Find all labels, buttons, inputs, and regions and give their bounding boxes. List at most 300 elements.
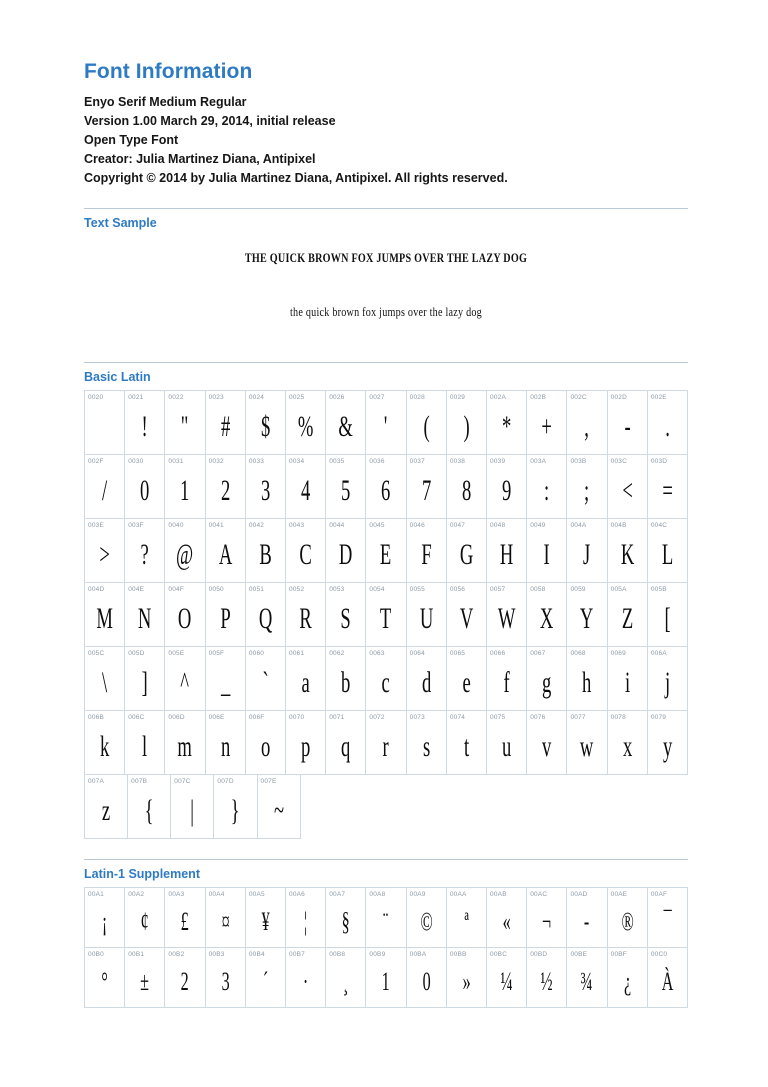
glyph-character: § bbox=[341, 906, 350, 936]
glyph-codepoint: 0027 bbox=[369, 394, 385, 401]
glyph-cell[interactable] bbox=[567, 647, 607, 711]
glyph-codepoint: 00C0 bbox=[650, 951, 668, 958]
glyph-codepoint: 00B3 bbox=[208, 951, 225, 958]
glyph-codepoint: 0068 bbox=[570, 650, 586, 657]
glyph-cell[interactable] bbox=[407, 948, 447, 1008]
glyph-cell[interactable] bbox=[165, 519, 205, 583]
glyph-cell[interactable] bbox=[567, 455, 607, 519]
glyph-row bbox=[85, 391, 688, 455]
font-copyright: Copyright © 2014 by Julia Martinez Diana, Antipixel. All rights reserved. bbox=[84, 171, 508, 185]
glyph-character: S bbox=[340, 601, 351, 635]
glyph-character: U bbox=[419, 601, 433, 635]
glyph-cell[interactable] bbox=[125, 519, 165, 583]
glyph-character: ° bbox=[101, 966, 108, 996]
glyph-cell[interactable] bbox=[125, 455, 165, 519]
glyph-cell[interactable] bbox=[527, 647, 567, 711]
glyph-cell[interactable] bbox=[286, 888, 326, 948]
glyph-cell[interactable] bbox=[487, 711, 527, 775]
glyph-cell[interactable] bbox=[648, 455, 688, 519]
section-text-sample bbox=[84, 208, 688, 342]
glyph-character: 1 bbox=[381, 966, 391, 996]
glyph-character: A bbox=[218, 537, 232, 571]
glyph-codepoint: 0065 bbox=[449, 650, 466, 657]
glyph-cell[interactable] bbox=[648, 711, 688, 775]
glyph-cell[interactable] bbox=[85, 391, 125, 455]
glyph-cell[interactable] bbox=[286, 948, 326, 1008]
glyph-character: k bbox=[99, 729, 110, 763]
glyph-character: c bbox=[381, 665, 391, 699]
glyph-character: J bbox=[583, 537, 591, 571]
glyph-cell[interactable] bbox=[648, 391, 688, 455]
glyph-character: N bbox=[138, 601, 152, 635]
glyph-cell[interactable] bbox=[246, 948, 286, 1008]
glyph-cell[interactable] bbox=[326, 948, 366, 1008]
glyph-cell[interactable] bbox=[326, 711, 366, 775]
glyph-cell[interactable] bbox=[608, 647, 648, 711]
glyph-character: M bbox=[96, 601, 113, 635]
glyph-cell[interactable] bbox=[286, 519, 326, 583]
glyph-cell[interactable] bbox=[85, 647, 125, 711]
glyph-character: - bbox=[584, 906, 590, 936]
glyph-cell[interactable] bbox=[366, 948, 406, 1008]
section-heading-basic-latin: Basic Latin bbox=[84, 362, 688, 384]
glyph-cell[interactable] bbox=[258, 775, 301, 839]
glyph-cell[interactable] bbox=[246, 519, 286, 583]
glyph-character: ¾ bbox=[580, 966, 594, 996]
glyph-codepoint: 0029 bbox=[449, 394, 466, 401]
glyph-cell[interactable] bbox=[165, 583, 205, 647]
glyph-codepoint: 005D bbox=[128, 650, 145, 657]
glyph-cell[interactable] bbox=[286, 711, 326, 775]
glyph-cell[interactable] bbox=[487, 455, 527, 519]
glyph-codepoint: 0047 bbox=[449, 522, 466, 529]
glyph-character: * bbox=[501, 409, 512, 443]
glyph-codepoint: 0037 bbox=[409, 458, 425, 465]
glyph-character: ¿ bbox=[623, 966, 631, 996]
glyph-codepoint: 00B0 bbox=[88, 951, 104, 958]
glyph-codepoint: 0039 bbox=[490, 458, 506, 465]
glyph-codepoint: 00AF bbox=[650, 891, 668, 898]
glyph-character: © bbox=[420, 906, 433, 936]
glyph-row bbox=[85, 948, 688, 1008]
glyph-cell[interactable] bbox=[366, 455, 406, 519]
glyph-cell[interactable] bbox=[648, 948, 688, 1008]
glyph-character: C bbox=[299, 537, 312, 571]
glyph-cell[interactable] bbox=[487, 391, 527, 455]
glyph-codepoint: 007C bbox=[174, 778, 191, 785]
glyph-cell[interactable] bbox=[366, 519, 406, 583]
glyph-cell[interactable] bbox=[527, 583, 567, 647]
glyph-codepoint: 0053 bbox=[329, 586, 345, 593]
glyph-cell[interactable] bbox=[214, 775, 257, 839]
glyph-character: g bbox=[542, 665, 552, 699]
glyph-cell[interactable] bbox=[125, 888, 165, 948]
glyph-character: « bbox=[502, 906, 511, 936]
glyph-cell[interactable] bbox=[125, 647, 165, 711]
glyph-character: ¨ bbox=[383, 906, 389, 936]
glyph-character: ¤ bbox=[221, 906, 230, 936]
glyph-cell[interactable] bbox=[527, 888, 567, 948]
glyph-codepoint: 00BB bbox=[449, 951, 467, 958]
glyph-codepoint: 00AA bbox=[449, 891, 467, 898]
glyph-codepoint: 0026 bbox=[329, 394, 345, 401]
glyph-codepoint: 005F bbox=[208, 650, 225, 657]
glyph-row bbox=[85, 519, 688, 583]
glyph-character: % bbox=[297, 409, 314, 443]
glyph-character: 3 bbox=[221, 966, 230, 996]
glyph-codepoint: 003C bbox=[610, 458, 627, 465]
glyph-cell[interactable] bbox=[447, 519, 487, 583]
glyph-character: ª bbox=[464, 906, 469, 936]
glyph-codepoint: 0032 bbox=[208, 458, 224, 465]
glyph-codepoint: 0028 bbox=[409, 394, 425, 401]
glyph-character: } bbox=[230, 793, 240, 827]
glyph-character: I bbox=[543, 537, 550, 571]
glyph-cell[interactable] bbox=[85, 888, 125, 948]
glyph-character: f bbox=[503, 665, 510, 699]
glyph-cell[interactable] bbox=[527, 711, 567, 775]
glyph-codepoint: 0048 bbox=[490, 522, 506, 529]
glyph-cell[interactable] bbox=[85, 711, 125, 775]
glyph-codepoint: 005B bbox=[650, 586, 667, 593]
glyph-codepoint: 007A bbox=[88, 778, 104, 785]
glyph-cell[interactable] bbox=[487, 647, 527, 711]
glyph-character: ^ bbox=[180, 665, 190, 699]
glyph-codepoint: 003A bbox=[530, 458, 547, 465]
glyph-cell[interactable] bbox=[85, 775, 128, 839]
glyph-codepoint: 0056 bbox=[449, 586, 466, 593]
glyph-character: ] bbox=[141, 665, 148, 699]
glyph-codepoint: 003F bbox=[128, 522, 144, 529]
glyph-codepoint: 0076 bbox=[530, 714, 546, 721]
glyph-cell[interactable] bbox=[407, 455, 447, 519]
glyph-character: ; bbox=[584, 473, 590, 507]
glyph-cell[interactable] bbox=[326, 455, 366, 519]
glyph-codepoint: 0045 bbox=[369, 522, 385, 529]
glyph-cell[interactable] bbox=[125, 391, 165, 455]
glyph-character: $ bbox=[260, 409, 271, 443]
glyph-codepoint: 0038 bbox=[449, 458, 466, 465]
glyph-character: n bbox=[220, 729, 230, 763]
glyph-cell[interactable] bbox=[567, 711, 607, 775]
glyph-row bbox=[85, 711, 688, 775]
glyph-row bbox=[85, 647, 688, 711]
glyph-cell[interactable] bbox=[366, 583, 406, 647]
glyph-codepoint: 0059 bbox=[570, 586, 586, 593]
glyph-cell[interactable] bbox=[246, 583, 286, 647]
glyph-character: d bbox=[421, 665, 431, 699]
glyph-cell[interactable] bbox=[286, 583, 326, 647]
glyph-row bbox=[85, 455, 688, 519]
glyph-cell[interactable] bbox=[326, 888, 366, 948]
glyph-cell[interactable] bbox=[366, 647, 406, 711]
glyph-character: y bbox=[662, 729, 673, 763]
glyph-cell[interactable] bbox=[527, 455, 567, 519]
glyph-codepoint: 004C bbox=[650, 522, 668, 529]
glyph-character: ¼ bbox=[500, 966, 513, 996]
glyph-cell[interactable] bbox=[447, 455, 487, 519]
glyph-character: ' bbox=[384, 409, 388, 443]
glyph-cell[interactable] bbox=[85, 455, 125, 519]
glyph-cell[interactable] bbox=[206, 888, 246, 948]
glyph-cell[interactable] bbox=[567, 888, 607, 948]
glyph-codepoint: 004E bbox=[128, 586, 145, 593]
glyph-cell[interactable] bbox=[326, 391, 366, 455]
glyph-cell[interactable] bbox=[326, 583, 366, 647]
glyph-row bbox=[85, 888, 688, 948]
glyph-codepoint: 00A9 bbox=[409, 891, 426, 898]
glyph-character: 7 bbox=[421, 473, 431, 507]
glyph-codepoint: 0040 bbox=[168, 522, 184, 529]
glyph-cell[interactable] bbox=[648, 583, 688, 647]
glyph-cell[interactable] bbox=[447, 948, 487, 1008]
glyph-character: j bbox=[664, 665, 671, 699]
glyph-codepoint: 0025 bbox=[289, 394, 305, 401]
glyph-codepoint: 006E bbox=[208, 714, 225, 721]
font-creator: Creator: Julia Martinez Diana, Antipixel bbox=[84, 152, 316, 166]
glyph-character: t bbox=[463, 729, 470, 763]
glyph-codepoint: 005A bbox=[610, 586, 627, 593]
glyph-cell[interactable] bbox=[447, 888, 487, 948]
glyph-codepoint: 0021 bbox=[128, 394, 144, 401]
glyph-cell[interactable] bbox=[487, 888, 527, 948]
glyph-row bbox=[85, 775, 688, 839]
glyph-cell[interactable] bbox=[286, 647, 326, 711]
glyph-cell[interactable] bbox=[125, 948, 165, 1008]
glyph-character: ¬ bbox=[542, 906, 552, 936]
glyph-codepoint: 0042 bbox=[248, 522, 265, 529]
glyph-cell[interactable] bbox=[165, 455, 205, 519]
glyph-codepoint: 0055 bbox=[409, 586, 425, 593]
glyph-codepoint: 004B bbox=[610, 522, 627, 529]
glyph-codepoint: 00BE bbox=[570, 951, 588, 958]
glyph-character: > bbox=[99, 537, 110, 571]
glyph-codepoint: 0041 bbox=[208, 522, 224, 529]
glyph-codepoint: 0077 bbox=[570, 714, 586, 721]
glyph-cell[interactable] bbox=[407, 391, 447, 455]
glyph-cell[interactable] bbox=[527, 519, 567, 583]
glyph-cell[interactable] bbox=[246, 391, 286, 455]
glyph-cell[interactable] bbox=[366, 711, 406, 775]
glyph-codepoint: 004D bbox=[88, 586, 105, 593]
glyph-codepoint: 0072 bbox=[369, 714, 385, 721]
glyph-grid-latin1-supplement bbox=[84, 887, 688, 1008]
glyph-cell[interactable] bbox=[567, 391, 607, 455]
glyph-codepoint: 003B bbox=[570, 458, 587, 465]
glyph-cell[interactable] bbox=[407, 647, 447, 711]
glyph-character: + bbox=[541, 409, 553, 443]
glyph-grid-basic-latin bbox=[84, 390, 688, 839]
glyph-codepoint: 0070 bbox=[289, 714, 305, 721]
glyph-character: . bbox=[665, 409, 670, 443]
glyph-codepoint: 00A5 bbox=[248, 891, 265, 898]
glyph-cell[interactable] bbox=[487, 583, 527, 647]
glyph-character: 3 bbox=[260, 473, 271, 507]
glyph-codepoint: 00A7 bbox=[329, 891, 346, 898]
glyph-cell[interactable] bbox=[206, 391, 246, 455]
glyph-cell[interactable] bbox=[206, 711, 246, 775]
glyph-character: P bbox=[220, 601, 231, 635]
glyph-cell[interactable] bbox=[286, 455, 326, 519]
glyph-cell[interactable] bbox=[407, 583, 447, 647]
glyph-cell[interactable] bbox=[206, 519, 246, 583]
glyph-codepoint: 0060 bbox=[248, 650, 265, 657]
glyph-character: u bbox=[501, 729, 512, 763]
section-heading-latin1-supplement: Latin-1 Supplement bbox=[84, 859, 688, 881]
glyph-character: 1 bbox=[180, 473, 190, 507]
glyph-cell[interactable] bbox=[206, 948, 246, 1008]
glyph-cell[interactable] bbox=[608, 948, 648, 1008]
glyph-cell[interactable] bbox=[206, 583, 246, 647]
glyph-cell[interactable] bbox=[447, 391, 487, 455]
glyph-cell[interactable] bbox=[206, 647, 246, 711]
glyph-character: ¯ bbox=[663, 906, 672, 936]
glyph-cell[interactable] bbox=[128, 775, 171, 839]
glyph-codepoint: 0049 bbox=[530, 522, 546, 529]
glyph-codepoint: 0035 bbox=[329, 458, 345, 465]
glyph-character: : bbox=[544, 473, 550, 507]
glyph-codepoint: 006C bbox=[128, 714, 145, 721]
glyph-codepoint: 00A4 bbox=[208, 891, 225, 898]
glyph-character: = bbox=[662, 473, 673, 507]
glyph-cell[interactable] bbox=[286, 391, 326, 455]
glyph-character: h bbox=[582, 665, 592, 699]
glyph-character: o bbox=[260, 729, 271, 763]
glyph-cell[interactable] bbox=[165, 948, 205, 1008]
glyph-character: Q bbox=[258, 601, 273, 635]
glyph-cell[interactable] bbox=[648, 647, 688, 711]
glyph-codepoint: 0064 bbox=[409, 650, 425, 657]
glyph-cell[interactable] bbox=[326, 647, 366, 711]
glyph-codepoint: 004F bbox=[168, 586, 185, 593]
glyph-codepoint: 00B8 bbox=[329, 951, 346, 958]
glyph-character: v bbox=[542, 729, 552, 763]
glyph-character: 0 bbox=[422, 966, 431, 996]
glyph-codepoint: 00BF bbox=[610, 951, 627, 958]
glyph-cell[interactable] bbox=[165, 391, 205, 455]
glyph-cell[interactable] bbox=[648, 519, 688, 583]
glyph-codepoint: 003E bbox=[88, 522, 104, 529]
glyph-cell[interactable] bbox=[527, 948, 567, 1008]
glyph-character: z bbox=[101, 793, 111, 827]
glyph-cell[interactable] bbox=[447, 711, 487, 775]
glyph-cell[interactable] bbox=[246, 647, 286, 711]
glyph-cell[interactable] bbox=[407, 519, 447, 583]
glyph-codepoint: 002C bbox=[570, 394, 587, 401]
glyph-character: / bbox=[102, 473, 108, 507]
glyph-cell[interactable] bbox=[206, 455, 246, 519]
glyph-cell[interactable] bbox=[608, 455, 648, 519]
glyph-cell[interactable] bbox=[608, 711, 648, 775]
glyph-character: ( bbox=[423, 409, 430, 443]
glyph-cell[interactable] bbox=[165, 711, 205, 775]
glyph-cell[interactable] bbox=[407, 711, 447, 775]
font-version: Version 1.00 March 29, 2014, initial release bbox=[84, 114, 336, 128]
glyph-cell[interactable] bbox=[125, 583, 165, 647]
glyph-codepoint: 00BA bbox=[409, 951, 427, 958]
glyph-codepoint: 0071 bbox=[329, 714, 345, 721]
glyph-cell[interactable] bbox=[85, 948, 125, 1008]
glyph-codepoint: 0051 bbox=[248, 586, 265, 593]
glyph-cell[interactable] bbox=[165, 888, 205, 948]
glyph-cell[interactable] bbox=[407, 888, 447, 948]
glyph-cell[interactable] bbox=[608, 888, 648, 948]
glyph-cell[interactable] bbox=[527, 391, 567, 455]
glyph-codepoint: 004A bbox=[570, 522, 587, 529]
glyph-cell[interactable] bbox=[366, 391, 406, 455]
glyph-cell[interactable] bbox=[608, 391, 648, 455]
glyph-cell[interactable] bbox=[366, 888, 406, 948]
glyph-codepoint: 00A6 bbox=[289, 891, 305, 898]
glyph-character: ~ bbox=[273, 793, 284, 827]
glyph-cell[interactable] bbox=[567, 583, 607, 647]
glyph-codepoint: 0054 bbox=[369, 586, 385, 593]
glyph-character: ´ bbox=[262, 966, 269, 996]
glyph-cell[interactable] bbox=[246, 711, 286, 775]
glyph-codepoint: 00BC bbox=[490, 951, 508, 958]
glyph-character: G bbox=[459, 537, 474, 571]
glyph-character: K bbox=[620, 537, 634, 571]
section-heading-text-sample: Text Sample bbox=[84, 208, 688, 230]
glyph-cell[interactable] bbox=[125, 711, 165, 775]
glyph-character: L bbox=[661, 537, 674, 571]
glyph-cell[interactable] bbox=[567, 948, 607, 1008]
glyph-cell[interactable] bbox=[165, 647, 205, 711]
glyph-cell[interactable] bbox=[608, 583, 648, 647]
glyph-cell[interactable] bbox=[608, 519, 648, 583]
glyph-character: V bbox=[459, 601, 474, 635]
glyph-character: 2 bbox=[180, 966, 190, 996]
glyph-codepoint: 0022 bbox=[168, 394, 184, 401]
glyph-cell[interactable] bbox=[567, 519, 607, 583]
font-format: Open Type Font bbox=[84, 133, 179, 147]
glyph-character: W bbox=[497, 601, 516, 635]
glyph-character: ¡ bbox=[101, 906, 108, 936]
glyph-cell[interactable] bbox=[487, 519, 527, 583]
glyph-character: B bbox=[259, 537, 272, 571]
glyph-character: ¸ bbox=[343, 966, 349, 996]
glyph-character: R bbox=[299, 601, 312, 635]
glyph-character: " bbox=[181, 409, 189, 443]
glyph-codepoint: 006D bbox=[168, 714, 185, 721]
glyph-cell[interactable] bbox=[326, 519, 366, 583]
glyph-cell[interactable] bbox=[246, 455, 286, 519]
glyph-codepoint: 0057 bbox=[490, 586, 506, 593]
glyph-cell[interactable] bbox=[447, 583, 487, 647]
glyph-character: ¦ bbox=[303, 906, 308, 936]
glyph-codepoint: 006F bbox=[248, 714, 265, 721]
glyph-codepoint: 00A2 bbox=[128, 891, 145, 898]
glyph-cell[interactable] bbox=[648, 888, 688, 948]
glyph-cell[interactable] bbox=[171, 775, 214, 839]
glyph-codepoint: 0066 bbox=[490, 650, 506, 657]
glyph-cell[interactable] bbox=[487, 948, 527, 1008]
glyph-character: @ bbox=[176, 537, 194, 571]
glyph-character: 2 bbox=[220, 473, 230, 507]
glyph-codepoint: 002F bbox=[88, 458, 104, 465]
glyph-cell[interactable] bbox=[246, 888, 286, 948]
glyph-character: 0 bbox=[140, 473, 150, 507]
glyph-cell[interactable] bbox=[447, 647, 487, 711]
glyph-cell[interactable] bbox=[85, 583, 125, 647]
document-content bbox=[84, 60, 688, 1008]
glyph-codepoint: 0030 bbox=[128, 458, 144, 465]
glyph-codepoint: 00B4 bbox=[248, 951, 265, 958]
glyph-cell[interactable] bbox=[85, 519, 125, 583]
glyph-codepoint: 0058 bbox=[530, 586, 546, 593]
glyph-codepoint: 00B9 bbox=[369, 951, 386, 958]
glyph-character: X bbox=[540, 601, 554, 635]
